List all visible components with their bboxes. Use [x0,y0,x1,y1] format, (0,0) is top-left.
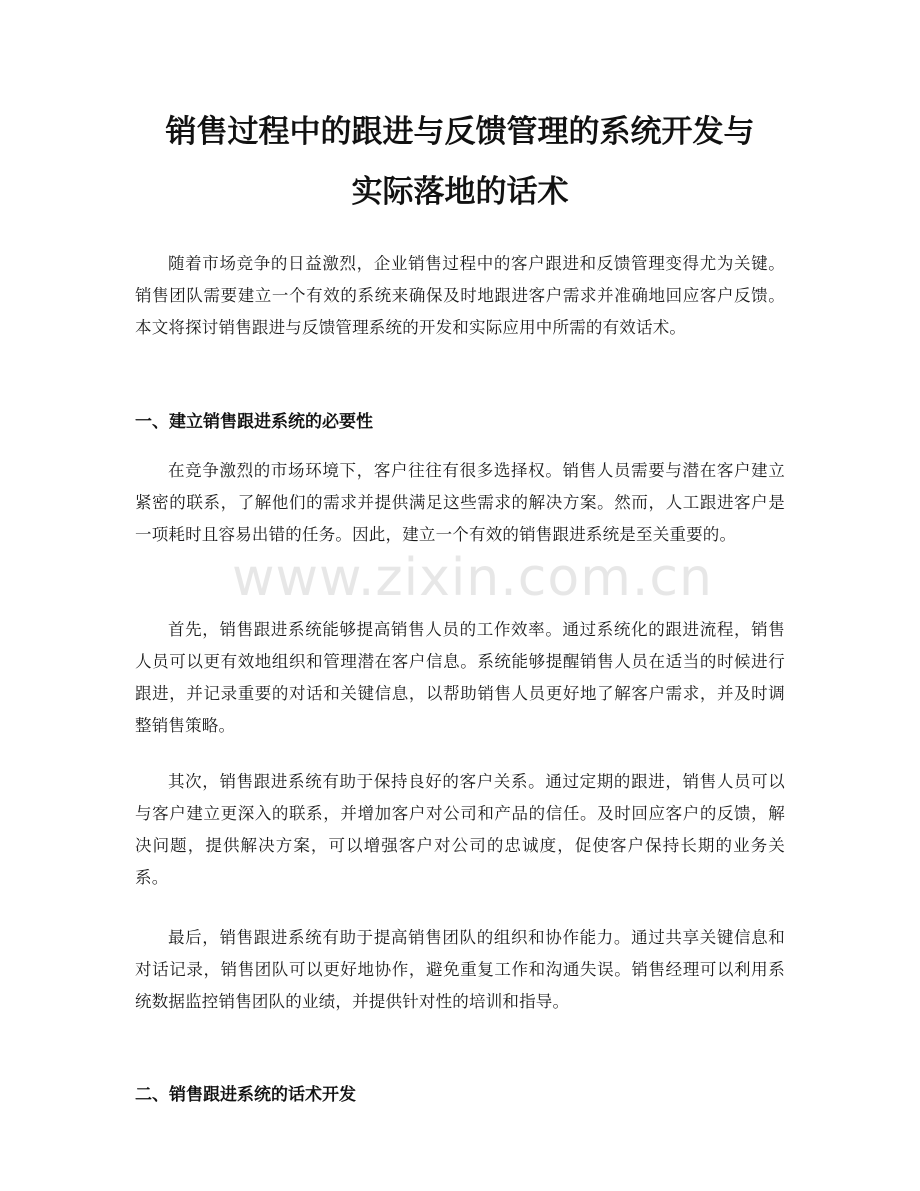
watermark: www.zixin.com.cn [232,548,713,608]
section-1-heading: 一、建立销售跟进系统的必要性 [135,412,373,432]
section-1-paragraph-1: 在竞争激烈的市场环境下，客户往往有很多选择权。销售人员需要与潜在客户建立紧密的联系，了解他们的需求并提供满足这些需求的解决方案。然而，人工跟进客户是一项耗时且容易出错的任务。因此，建立一个有效的销售跟进系统是至关重要的。 [135,461,785,544]
document-title-line-1: 销售过程中的跟进与反馈管理的系统开发与 [165,114,755,150]
document-title-line-2: 实际落地的话术 [351,174,569,210]
section-1-paragraph-2: 首先，销售跟进系统能够提高销售人员的工作效率。通过系统化的跟进流程，销售人员可以更有效地组织和管理潜在客户信息。系统能够提醒销售人员在适当的时候进行跟进，并记录重要的对话和关键信息，以帮助销售人员更好地了解客户需求，并及时调整销售策略。 [135,620,785,735]
section-1-paragraph-4: 最后，销售跟进系统有助于提高销售团队的组织和协作能力。通过共享关键信息和对话记录，销售团队可以更好地协作，避免重复工作和沟通失误。销售经理可以利用系统数据监控销售团队的业绩，并提供针对性的培训和指导。 [135,928,785,1011]
intro-paragraph: 随着市场竞争的日益激烈，企业销售过程中的客户跟进和反馈管理变得尤为关键。销售团队需要建立一个有效的系统来确保及时地跟进客户需求并准确地回应客户反馈。本文将探讨销售跟进与反馈管理系统的开发和实际应用中所需的有效话术。 [135,254,785,337]
section-2-heading: 二、销售跟进系统的话术开发 [135,1085,356,1105]
section-1-paragraph-3: 其次，销售跟进系统有助于保持良好的客户关系。通过定期的跟进，销售人员可以与客户建立更深入的联系，并增加客户对公司和产品的信任。及时回应客户的反馈，解决问题，提供解决方案，可以增强客户对公司的忠诚度，促使客户保持长期的业务关系。 [135,772,785,887]
